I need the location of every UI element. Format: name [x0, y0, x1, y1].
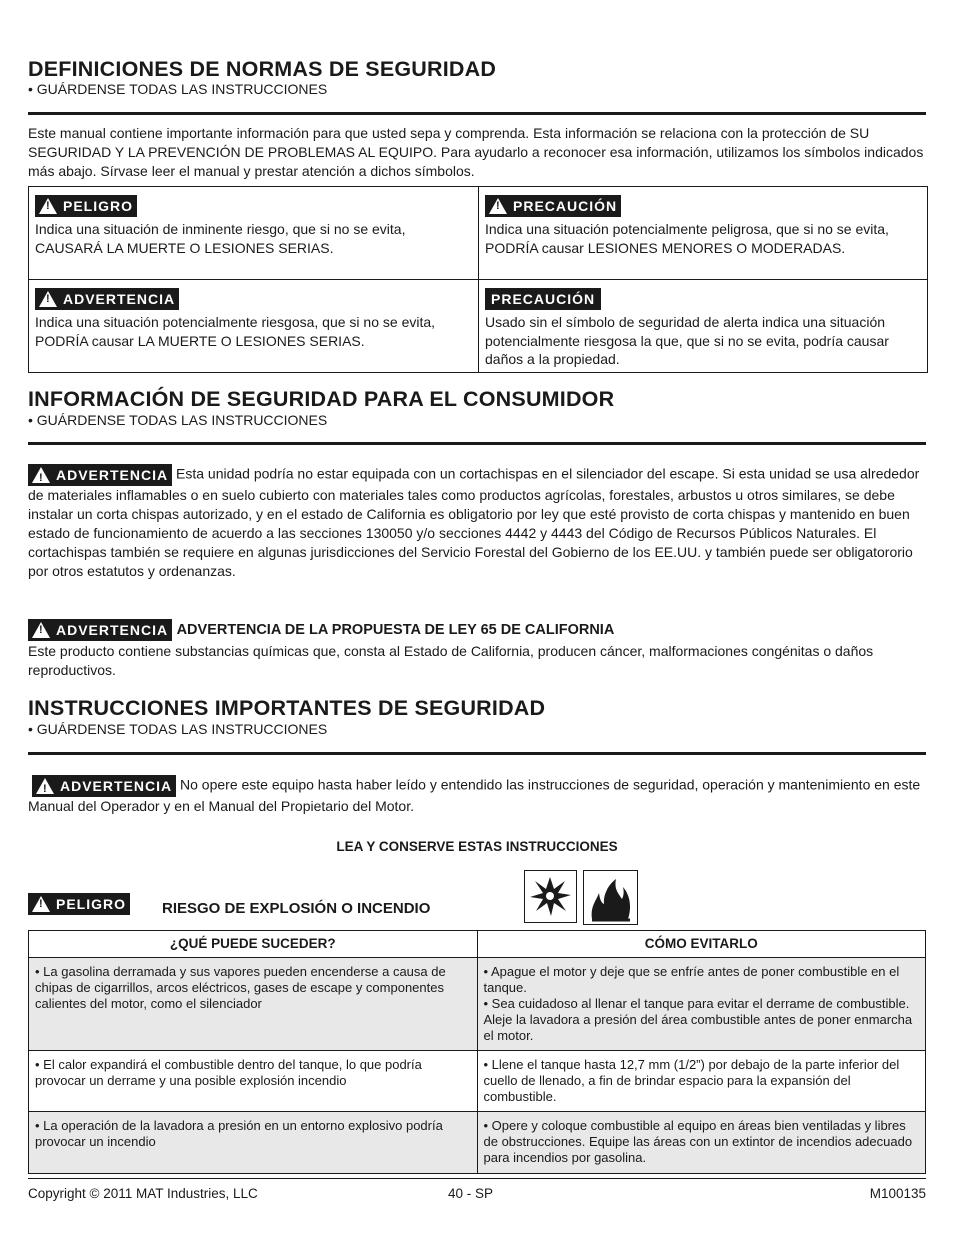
badge-label: PRECAUCIÓN: [491, 291, 596, 307]
prop65-text: Este producto contiene substancias químicas que, consta al Estado de California, producen cáncer, malformaciones congénitas o daños reproductivos.: [28, 643, 874, 678]
keep-instructions-note: LEA Y CONSERVE ESTAS INSTRUCCIONES: [336, 839, 618, 854]
section-title-important-instructions: INSTRUCCIONES IMPORTANTES DE SEGURIDAD: [28, 696, 546, 720]
badge-label: PELIGRO: [56, 896, 127, 912]
peligro-badge: [35, 195, 137, 217]
section-title-definitions: DEFINICIONES DE NORMAS DE SEGURIDAD: [28, 57, 497, 81]
table-row: [29, 1051, 926, 1112]
warning-triangle-icon: [489, 198, 507, 214]
footer-document-code: M100135: [869, 1186, 926, 1201]
spark-arrestor-warning: [28, 464, 926, 581]
precaucion-badge: [485, 195, 621, 217]
warning-triangle-icon: [32, 622, 50, 638]
risk-table: [28, 930, 926, 1174]
peligro-badge: [28, 893, 130, 915]
warning-triangle-icon: [39, 291, 57, 307]
warning-triangle-icon: [39, 198, 57, 214]
column-header-what: ¿QUÉ PUEDE SUCEDER?: [29, 931, 478, 958]
divider: [28, 112, 926, 115]
divider: [28, 442, 926, 445]
what-cell: • El calor expandirá el combustible dentro del tanque, lo que podría provocar un derrame y una posible explosión incendio: [29, 1051, 478, 1112]
section-subtitle: • GUÁRDENSE TODAS LAS INSTRUCCIONES: [28, 81, 328, 97]
advertencia-badge: [28, 464, 172, 486]
symbol-definitions-grid: [28, 186, 928, 373]
definition-text: Indica una situación potencialmente peligrosa, que si no se evita, PODRÍA causar LESIONES MENORES O MODERADAS.: [485, 221, 889, 256]
definition-text: Usado sin el símbolo de seguridad de alerta indica una situación potencialmente riesgosa la que, que si no se evita, podría causar daños a la propiedad.: [485, 314, 889, 367]
divider: [28, 752, 926, 755]
how-item: • Opere y coloque combustible al equipo en áreas bien ventiladas y libres de obstrucciones. Equipe las áreas con un extintor de incendios adecuado para incendios por gasolina.: [483, 1118, 913, 1165]
definition-text: Indica una situación potencialmente riesgosa, que si no se evita, PODRÍA causar LA MUERTE O LESIONES SERIAS.: [35, 314, 436, 349]
warning-text: Esta unidad podría no estar equipada con un cortachispas en el silenciador del escape. Si esta unidad se usa alrededor de materiales inflamables o en suelo cubierto con materiales tales como productos agrícolas, forestales, arbustos u otros similares, se debe instalar un corta chispas autorizado, y en el estado de California es obligatorio por ley que esté provisto de corta chispas y mantenido en buen estado de funcionamiento de acuerdo a las secciones 130050 y/o secciones 4442 y 4443 del Código de Recursos Públicos Naturales. El cortachispas también se requiere en algunas jurisdicciones del Servicio Forestal del Gobierno de los EE.UU. y también puede ser obligatororio por otros estatutos y ordenanzas.: [28, 465, 920, 579]
definition-box-precaucion-no-symbol: [478, 280, 927, 372]
advertencia-badge: [35, 288, 179, 310]
explosion-danger-header: [28, 870, 926, 926]
table-row: [29, 1112, 926, 1174]
definition-box-precaucion: [478, 187, 927, 279]
footer-copyright: Copyright © 2011 MAT Industries, LLC: [28, 1186, 258, 1201]
warning-text: No opere este equipo hasta haber leído y entendido las instrucciones de seguridad, operación y mantenimiento en este Manual del Operador y en el Manual del Propietario del Motor.: [28, 776, 921, 814]
prop65-heading: ADVERTENCIA DE LA PROPUESTA DE LEY 65 DE CALIFORNIA: [176, 622, 615, 638]
how-cell: [477, 1112, 926, 1174]
table-row: [29, 958, 926, 1051]
precaucion-badge-plain: [485, 288, 601, 310]
column-header-how: CÓMO EVITARLO: [477, 931, 926, 958]
advertencia-badge: [28, 619, 172, 641]
badge-label: ADVERTENCIA: [60, 777, 173, 794]
how-cell: [477, 1051, 926, 1112]
definition-box-peligro: [29, 187, 478, 279]
how-item: • Llene el tanque hasta 12,7 mm (1/2”) por debajo de la parte inferior del cuello de llenado, a fin de brindar espacio para la expansión del combustible.: [483, 1057, 900, 1104]
badge-label: ADVERTENCIA: [63, 291, 176, 307]
definition-box-advertencia: [29, 280, 478, 372]
badge-label: PELIGRO: [63, 198, 134, 214]
danger-heading: RIESGO DE EXPLOSIÓN O INCENDIO: [162, 900, 431, 917]
table-header-row: [29, 931, 926, 958]
definition-text: Indica una situación de inminente riesgo, que si no se evita, CAUSARÁ LA MUERTE O LESIONES SERIAS.: [35, 221, 406, 256]
section-subtitle: • GUÁRDENSE TODAS LAS INSTRUCCIONES: [28, 412, 328, 428]
badge-label: ADVERTENCIA: [56, 466, 169, 483]
warning-triangle-icon: [32, 896, 50, 912]
fire-icon: [583, 870, 638, 925]
section-subtitle: • GUÁRDENSE TODAS LAS INSTRUCCIONES: [28, 721, 328, 737]
intro-paragraph: Este manual contiene importante información para que usted sepa y comprenda. Esta información se relaciona con la protección de SU SEGURIDAD Y LA PREVENCIÓN DE PROBLEMAS AL EQUIPO. Para ayudarlo a reconocer esa información, utilizamos los símbolos indicados más abajo. Sírvase leer el manual y prestar atención a dichos símbolos.: [28, 125, 924, 179]
what-cell: • La gasolina derramada y sus vapores pueden encenderse a causa de chipas de cigarrillos, arcos eléctricos, gases de escape y componentes calientes del motor, como el silenciador: [29, 958, 478, 1051]
how-item: • Sea cuidadoso al llenar el tanque para evitar el derrame de combustible. Aleje la lavadora a presión del área combustible antes de poner enmarcha el motor.: [483, 996, 913, 1043]
advertencia-badge: [32, 775, 176, 797]
badge-label: ADVERTENCIA: [56, 622, 169, 638]
explosion-icon: [524, 870, 577, 923]
what-cell: • La operación de la lavadora a presión en un entorno explosivo podría provocar un incendio: [29, 1112, 478, 1174]
prop65-warning: [28, 619, 926, 680]
badge-label: PRECAUCIÓN: [513, 198, 618, 214]
how-item: • Apague el motor y deje que se enfríe antes de poner combustible en el tanque.: [483, 964, 900, 995]
how-cell: [477, 958, 926, 1051]
footer-page-number: 40 - SP: [448, 1186, 494, 1201]
operation-warning: [28, 775, 926, 816]
warning-triangle-icon: [36, 778, 54, 794]
section-title-consumer-info: INFORMACIÓN DE SEGURIDAD PARA EL CONSUMIDOR: [28, 387, 615, 411]
warning-triangle-icon: [32, 467, 50, 483]
footer-rule: [28, 1178, 926, 1179]
